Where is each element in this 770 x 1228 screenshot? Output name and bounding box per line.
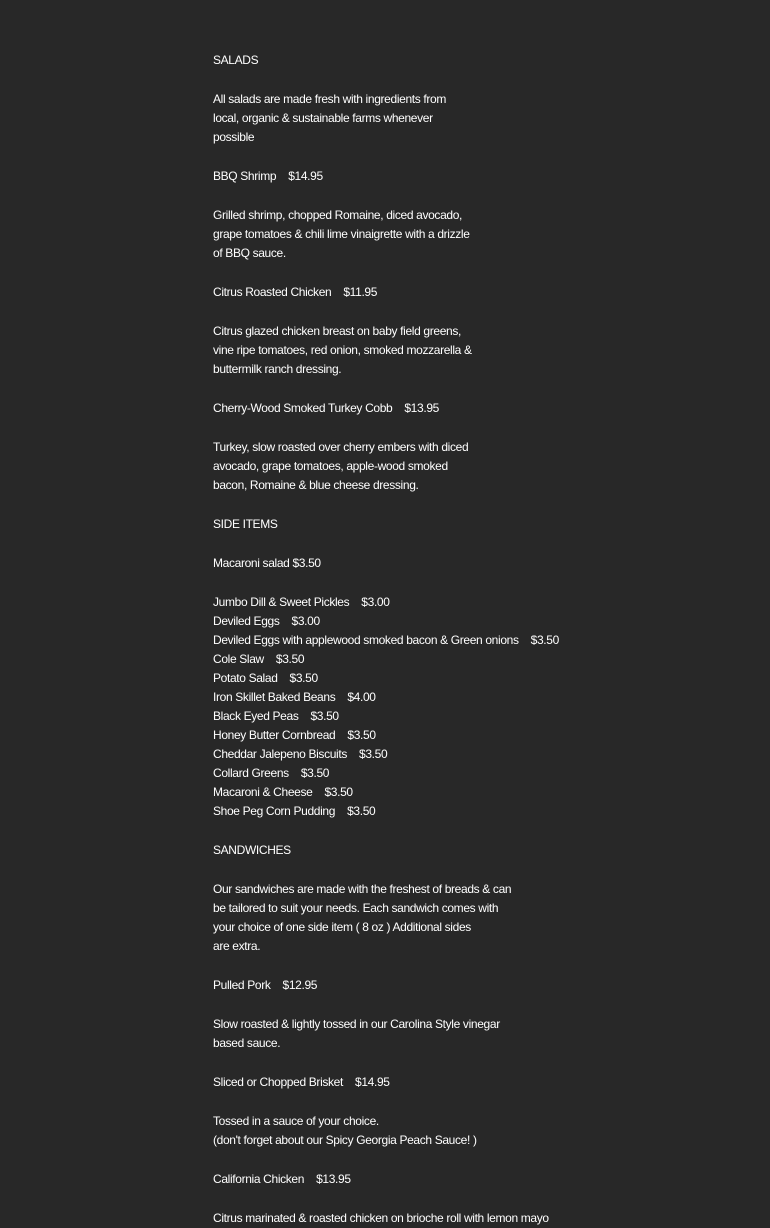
item-price: $12.95 [282,978,318,992]
item-name: Deviled Eggs with applewood smoked bacon & Green onions [213,633,519,647]
menu-item-title [213,167,733,186]
side-item [213,688,733,707]
side-item [213,764,733,783]
menu-document [213,51,733,1228]
item-price: $4.00 [347,690,376,704]
side-item [213,726,733,745]
item-name: Iron Skillet Baked Beans [213,690,336,704]
sandwiches-intro-line: your choice of one side item ( 8 oz ) Additional sides [213,920,471,934]
sandwiches-intro-line: be tailored to suit your needs. Each sandwich comes with [213,901,499,915]
item-description-line: Citrus glazed chicken breast on baby field greens, [213,324,461,338]
item-price: $3.50 [347,804,376,818]
item-name: Sliced or Chopped Brisket [213,1075,343,1089]
item-price: $11.95 [343,285,378,299]
salads-intro-line: local, organic & sustainable farms whenever [213,111,433,125]
item-price: $3.50 [275,652,305,666]
item-name: BBQ Shrimp [213,169,277,183]
item-description-line: Slow roasted & lightly tossed in our Carolina Style vinegar [213,1017,500,1031]
side-item [213,669,733,688]
item-name: Pulled Pork [213,978,271,992]
item-name: California Chicken [213,1172,305,1186]
menu-item-title [213,1170,733,1189]
item-price: $3.00 [291,614,320,628]
item-price: $3.50 [324,785,353,799]
item-price: $3.00 [361,595,390,609]
menu-item-title [213,399,733,418]
item-description-line: vine ripe tomatoes, red onion, smoked mozzarella & [213,343,472,357]
menu-item-title [213,1073,733,1092]
sandwiches-intro-line: Our sandwiches are made with the freshest of breads & can [213,882,512,896]
item-description-line: avocado, grape tomatoes, apple-wood smoked [213,459,448,473]
item-name: Jumbo Dill & Sweet Pickles [213,595,350,609]
item-description-line: grape tomatoes & chili lime vinaigrette with a drizzle [213,227,470,241]
item-price: $3.50 [530,633,559,647]
section-heading-sandwiches: SANDWICHES [213,843,291,857]
side-item [213,650,733,669]
item-name: Shoe Peg Corn Pudding [213,804,336,818]
item-name: Collard Greens [213,766,289,780]
side-item [213,612,733,631]
item-description-line: Grilled shrimp, chopped Romaine, diced avocado, [213,208,463,222]
item-price: $3.50 [300,766,330,780]
salads-intro-line: All salads are made fresh with ingredients from [213,92,446,106]
item-description-line: Turkey, slow roasted over cherry embers with diced [213,440,469,454]
item-name: Cherry-Wood Smoked Turkey Cobb [213,401,393,415]
item-price: $3.50 [310,709,339,723]
item-description-line: (don't forget about our Spicy Georgia Peach Sauce! ) [213,1133,477,1147]
item-name: Honey Butter Cornbread [213,728,336,742]
side-item [213,593,733,612]
menu-item-title [213,283,733,302]
item-description-line: buttermilk ranch dressing. [213,362,342,376]
side-item [213,802,733,821]
item-description-line: Citrus marinated & roasted chicken on brioche roll with lemon mayo [213,1211,549,1225]
side-item [213,783,733,802]
sandwiches-intro-line: are extra. [213,939,261,953]
item-name: Cheddar Jalepeno Biscuits [213,747,348,761]
side-item [213,745,733,764]
section-heading-salads: SALADS [213,53,259,67]
item-name: Deviled Eggs [213,614,280,628]
item-name: Black Eyed Peas [213,709,299,723]
item-price: $13.95 [316,1172,351,1186]
item-name: Cole Slaw [213,652,264,666]
item-price: $14.95 [355,1075,390,1089]
item-price: $14.95 [288,169,323,183]
menu-item-title [213,976,733,995]
item-price: $3.50 [359,747,388,761]
side-item [213,707,733,726]
side-item: Macaroni salad $3.50 [213,556,321,570]
side-item [213,631,733,650]
item-price: $13.95 [404,401,439,415]
section-heading-side-items: SIDE ITEMS [213,517,278,531]
item-price: $3.50 [289,671,318,685]
salads-intro-line: possible [213,130,255,144]
item-description-line: based sauce. [213,1036,281,1050]
item-name: Potato Salad [213,671,278,685]
item-name: Citrus Roasted Chicken [213,285,332,299]
item-description-line: of BBQ sauce. [213,246,286,260]
item-description-line: bacon, Romaine & blue cheese dressing. [213,478,419,492]
item-name: Macaroni & Cheese [213,785,313,799]
item-price: $3.50 [347,728,376,742]
item-description-line: Tossed in a sauce of your choice. [213,1114,379,1128]
